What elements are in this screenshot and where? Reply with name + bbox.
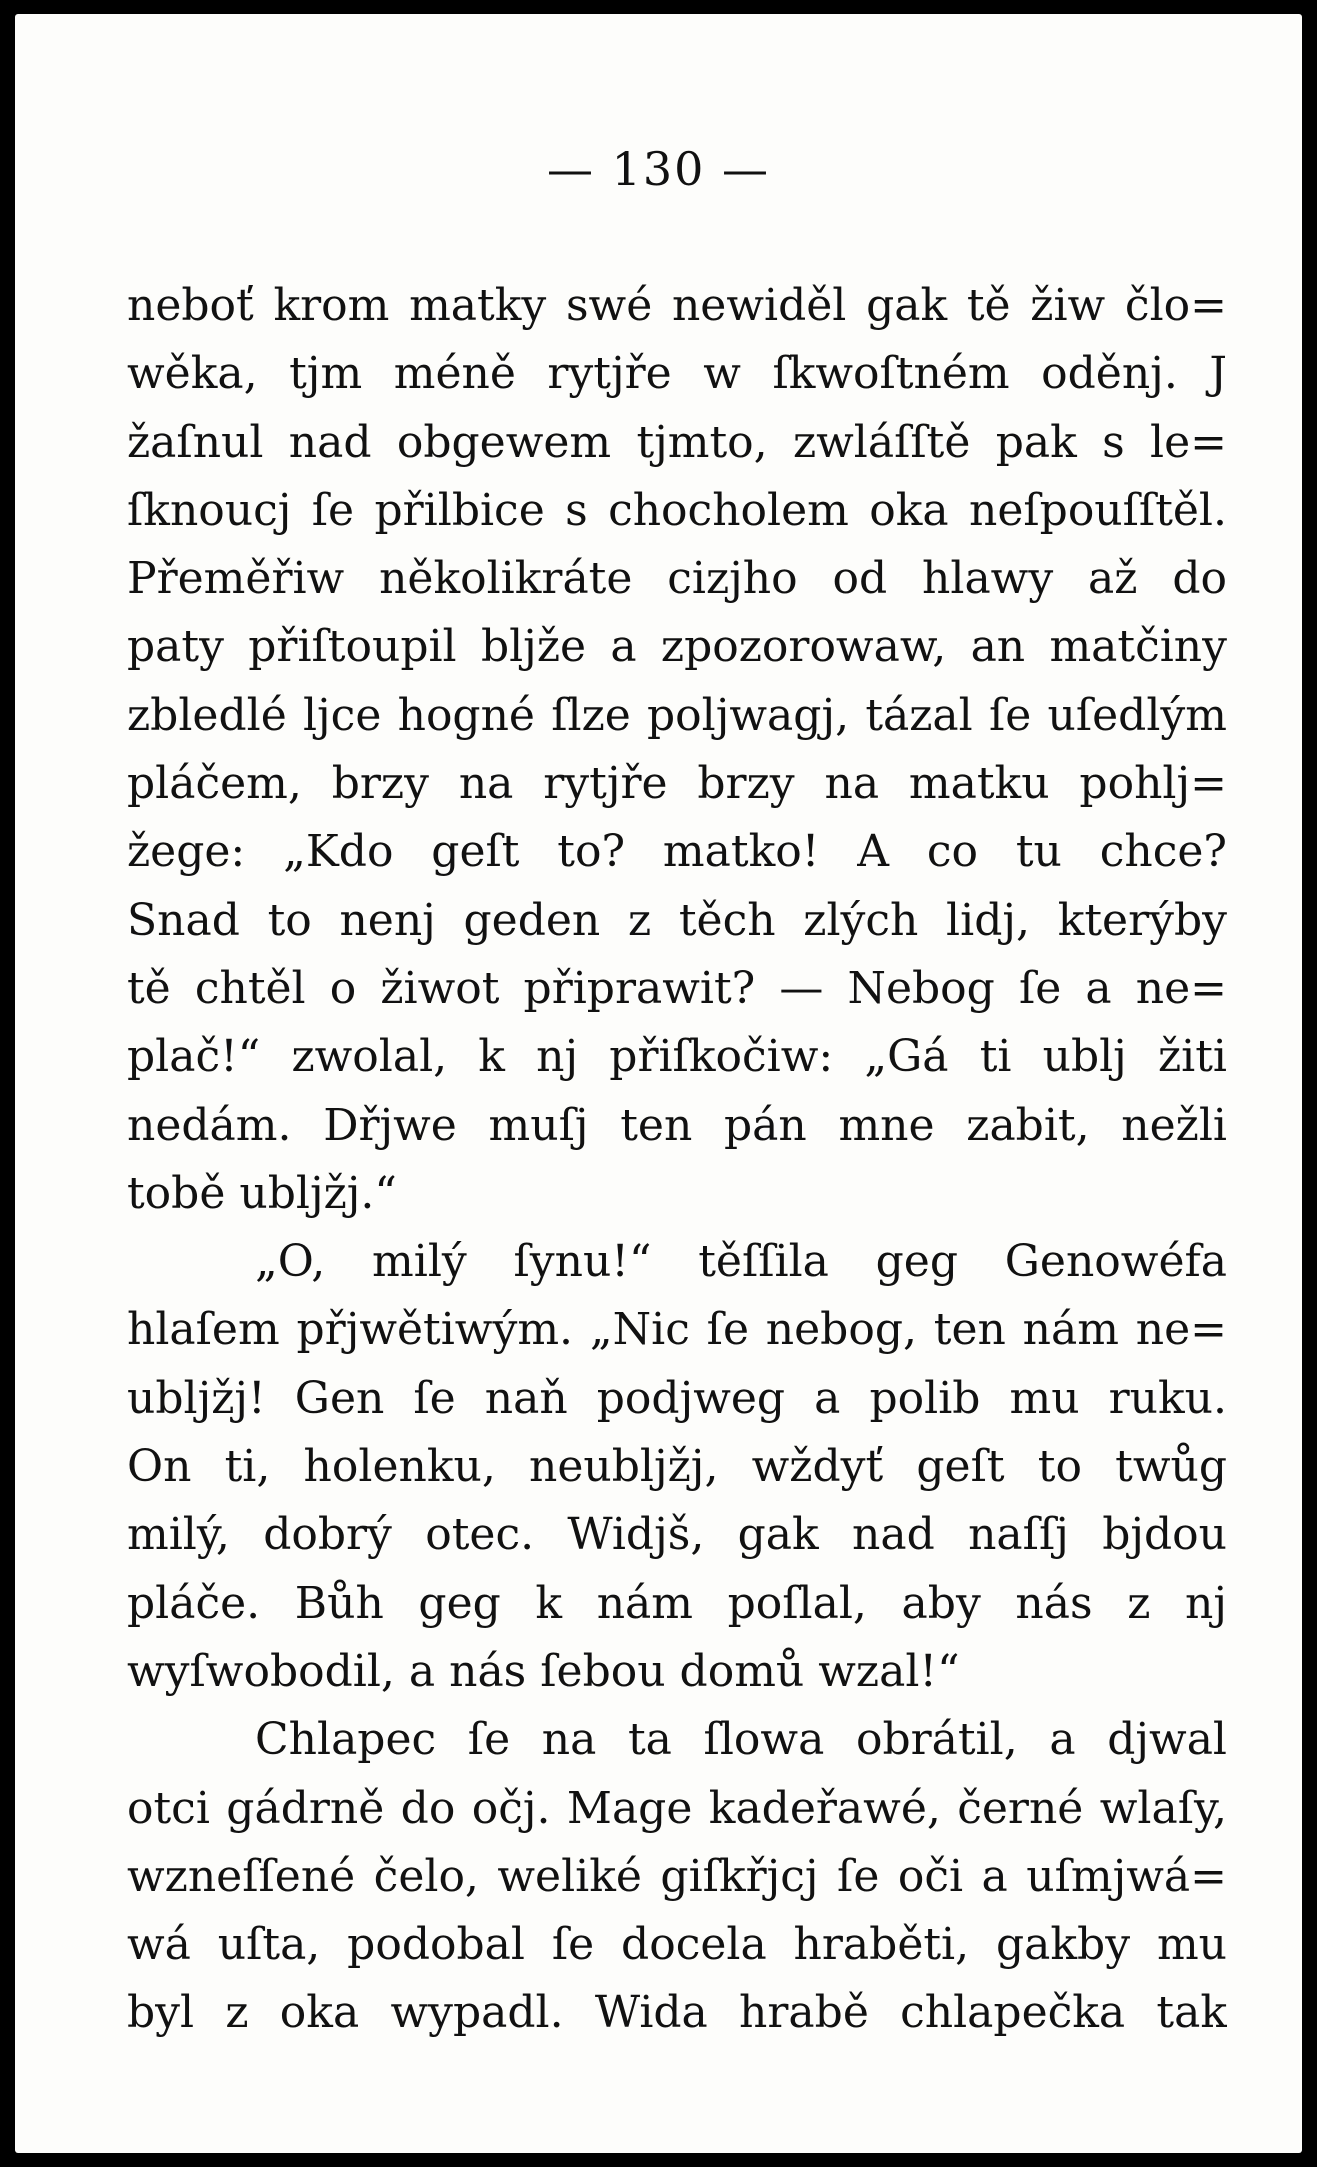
- text-line: žege: „Kdo geſt to? matko! A co tu chce?: [127, 826, 1227, 878]
- text-line: wyſwobodil, a nás ſebou domů wzal!“: [127, 1645, 960, 1697]
- page-number-header: — 130 —: [546, 142, 771, 196]
- text-line: Přeměřiw několikráte cizjho od hlawy až do: [127, 553, 1227, 605]
- text-line: wzneſſené čelo, weliké giſkřjcj ſe oči a uſmjwá=: [127, 1850, 1227, 1902]
- text-line: ſknoucj ſe přilbice s chocholem oka neſpouſſtěl.: [127, 484, 1227, 536]
- text-line: pláče. Bůh geg k nám poſlal, aby nás z nj: [127, 1577, 1227, 1629]
- text-line: otci gádrně do očj. Mage kadeřawé, černé wlaſy,: [127, 1782, 1227, 1834]
- text-line: Snad to nenj geden z těch zlých lidj, kterýby: [127, 894, 1227, 946]
- body-text: [127, 272, 1227, 2048]
- text-line: Chlapec ſe na ta ſlowa obrátil, a djwal: [255, 1714, 1227, 1766]
- text-line: nedám. Dřjwe muſj ten pán mne zabit, nežli: [127, 1099, 1227, 1151]
- text-line: wá uſta, podobal ſe docela hraběti, gakby mu: [127, 1919, 1227, 1971]
- text-line: ubljžj! Gen ſe naň podjweg a polib mu ruku.: [127, 1372, 1227, 1424]
- text-line: plač!“ zwolal, k nj přiſkočiw: „Gá ti ublj žiti: [127, 1031, 1227, 1083]
- text-line: žaſnul nad obgewem tjmto, zwláſſtě pak s le=: [127, 416, 1227, 468]
- text-line: milý, dobrý otec. Widjš, gak nad naſſj bjdou: [127, 1509, 1227, 1561]
- text-line: byl z oka wypadl. Wida hrabě chlapečka tak: [127, 1987, 1227, 2039]
- book-page: [15, 14, 1302, 2153]
- text-line: neboť krom matky swé newiděl gak tě žiw člo=: [127, 280, 1227, 331]
- text-line: paty přiſtoupil bljže a zpozorowaw, an matčiny: [127, 621, 1227, 673]
- text-line: „O, milý ſynu!“ těſſila geg Genowéfa: [255, 1236, 1227, 1288]
- text-line: pláčem, brzy na rytjře brzy na matku pohlj=: [127, 758, 1227, 810]
- text-line: zbledlé ljce hogné ſlze poljwagj, tázal ſe uſedlým: [127, 689, 1227, 741]
- text-line: On ti, holenku, neubljžj, wždyť geſt to twůg: [127, 1441, 1227, 1493]
- text-line: tě chtěl o žiwot připrawit? — Nebog ſe a ne=: [127, 962, 1227, 1014]
- text-line: tobě ubljžj.“: [127, 1167, 397, 1219]
- text-line: hlaſem přjwětiwým. „Nic ſe nebog, ten nám ne=: [127, 1304, 1227, 1356]
- text-line: wěka, tjm méně rytjře w ſkwoſtném oděnj. J: [127, 348, 1227, 400]
